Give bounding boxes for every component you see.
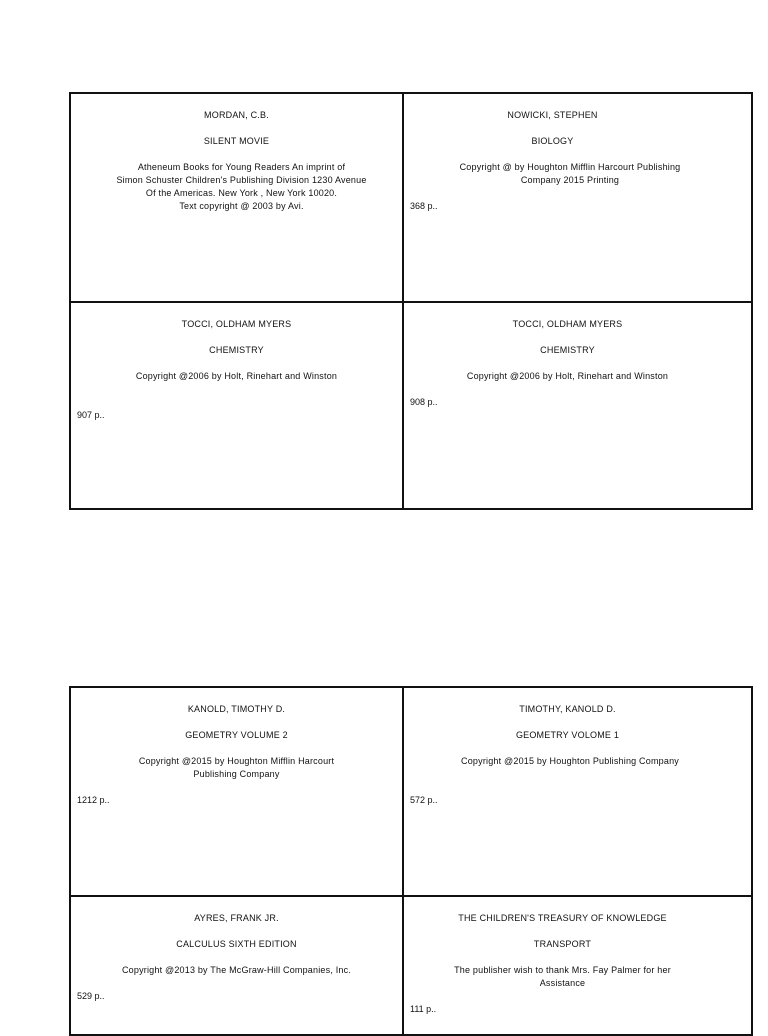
card-pages: 572 p.. bbox=[410, 795, 438, 805]
catalog-card bbox=[71, 688, 404, 897]
card-title: CALCULUS SIXTH EDITION bbox=[176, 939, 297, 949]
card-title: GEOMETRY VOLOME 1 bbox=[515, 730, 620, 740]
card-title: CHEMISTRY bbox=[540, 345, 595, 355]
catalog-card bbox=[404, 897, 751, 1034]
card-title: BIOLOGY bbox=[531, 136, 574, 146]
card-publisher: The publisher wish to thank Mrs. Fay Palmer for her Assistance bbox=[454, 965, 671, 988]
catalog-card bbox=[71, 94, 404, 303]
catalog-card-sheet-top bbox=[69, 92, 753, 510]
card-publisher: Copyright @2013 by The McGraw-Hill Companies, Inc. bbox=[121, 965, 352, 975]
card-pages: 908 p.. bbox=[410, 397, 438, 407]
card-pages: 111 p.. bbox=[410, 1004, 437, 1014]
catalog-card bbox=[404, 94, 751, 303]
card-author: AYRES, FRANK JR. bbox=[194, 913, 279, 923]
card-title: SILENT MOVIE bbox=[203, 136, 270, 146]
card-pages: 368 p.. bbox=[410, 201, 438, 211]
card-author: TOCCI, OLDHAM MYERS bbox=[181, 319, 292, 329]
card-author: TIMOTHY, KANOLD D. bbox=[519, 704, 616, 714]
card-author: THE CHILDREN'S TREASURY OF KNOWLEDGE bbox=[458, 913, 667, 923]
card-pages: 907 p.. bbox=[77, 410, 105, 420]
card-publisher: Copyright @2006 by Holt, Rinehart and Winston bbox=[466, 371, 669, 381]
card-title: GEOMETRY VOLUME 2 bbox=[185, 730, 288, 740]
card-title: TRANSPORT bbox=[533, 939, 592, 949]
card-title: CHEMISTRY bbox=[209, 345, 264, 355]
catalog-card bbox=[71, 897, 404, 1034]
catalog-card bbox=[404, 303, 751, 508]
card-author: MORDAN, C.B. bbox=[204, 110, 269, 120]
card-author: TOCCI, OLDHAM MYERS bbox=[512, 319, 623, 329]
card-author: KANOLD, TIMOTHY D. bbox=[187, 704, 286, 714]
card-publisher: Atheneum Books for Young Readers An imprint of Simon Schuster Children's Publishing Division 1230 Avenue Of the Americas. New York , New York 10020. Text copyright @ 2003 by Avi. bbox=[116, 162, 367, 211]
card-publisher: Copyright @ by Houghton Mifflin Harcourt Publishing Company 2015 Printing bbox=[459, 162, 681, 185]
catalog-card-sheet-bottom bbox=[69, 686, 753, 1036]
card-pages: 529 p.. bbox=[77, 991, 105, 1001]
card-author: NOWICKI, STEPHEN bbox=[507, 110, 598, 120]
card-publisher: Copyright @2015 by Houghton Mifflin Harcourt Publishing Company bbox=[138, 756, 335, 779]
card-publisher: Copyright @2015 by Houghton Publishing Company bbox=[461, 756, 679, 766]
card-pages: 1212 p.. bbox=[77, 795, 110, 805]
catalog-card bbox=[71, 303, 404, 508]
card-publisher: Copyright @2006 by Holt, Rinehart and Winston bbox=[135, 371, 338, 381]
catalog-card bbox=[404, 688, 751, 897]
